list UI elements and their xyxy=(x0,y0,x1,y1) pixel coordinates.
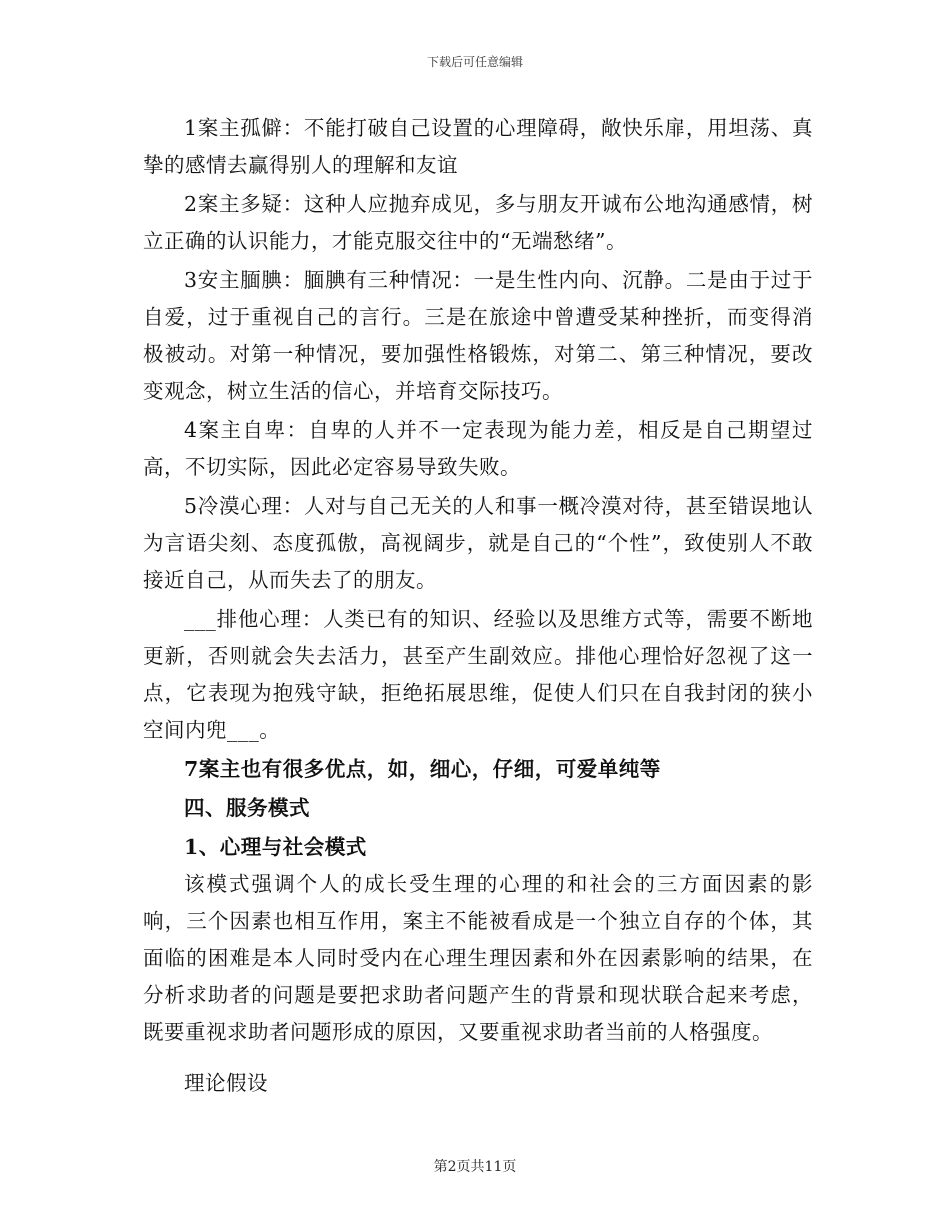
strengths-line: 7案主也有很多优点，如，细心，仔细，可爱单纯等 xyxy=(184,757,661,781)
theory-assumption-line: 理论假设 xyxy=(184,1071,268,1095)
paragraph-inferiority: 4案主自卑：自卑的人并不一定表现为能力差，相反是自己期望过高，不切实际，因此必定容易导致失败。 xyxy=(143,418,813,479)
paragraph-exclusion: ___排他心理：人类已有的知识、经验以及思维方式等，需要不断地更新，否则就会失去活力，甚至产生副效应。排他心理恰好忽视了这一点，它表现为抱残守缺，拒绝拓展思维，促使人们只在自我封闭的狭小空间内兜___。 xyxy=(143,607,813,742)
paragraph-model-description: 该模式强调个人的成长受生理的心理的和社会的三方面因素的影响，三个因素也相互作用，案主不能被看成是一个独立自存的个体，其面临的困难是本人同时受内在心理生理因素和外在因素影响的结果，在分析求助者的问题是要把求助者问题产生的背景和现状联合起来考虑，既要重视求助者问题形成的原因，又要重视求助者当前的人格强度。 xyxy=(143,872,813,1044)
paragraph-shyness: 3安主腼腆：腼腆有三种情况：一是生性内向、沉静。二是由于过于自爱，过于重视自己的言行。三是在旅途中曾遭受某种挫折，而变得消极被动。对第一种情况，要加强性格锻炼，对第二、第三种情况，要改变观念，树立生活的信心，并培育交际技巧。 xyxy=(143,268,813,403)
paragraph-suspicion: 2案主多疑：这种人应抛弃成见，多与朋友开诚布公地沟通感情，树立正确的认识能力，才能克服交往中的“无端愁绪”。 xyxy=(143,192,813,253)
document-content xyxy=(143,110,813,1102)
header-note: 下载后可任意编辑 xyxy=(426,55,523,69)
paragraph-isolation: 1案主孤僻：不能打破自己设置的心理障碍，敞快乐扉，用坦荡、真挚的感情去赢得别人的理解和友谊 xyxy=(143,116,813,177)
subsection-heading-psychosocial-model: 1、心理与社会模式 xyxy=(184,835,367,859)
section-heading-service-model: 四、服务模式 xyxy=(184,796,310,820)
paragraph-indifference: 5冷漠心理：人对与自己无关的人和事一概冷漠对待，甚至错误地认为言语尖刻、态度孤傲，高视阔步，就是自己的“个性”，致使别人不敢接近自己，从而失去了的朋友。 xyxy=(143,494,813,592)
page-number-footer: 第2页共11页 xyxy=(433,1159,517,1175)
